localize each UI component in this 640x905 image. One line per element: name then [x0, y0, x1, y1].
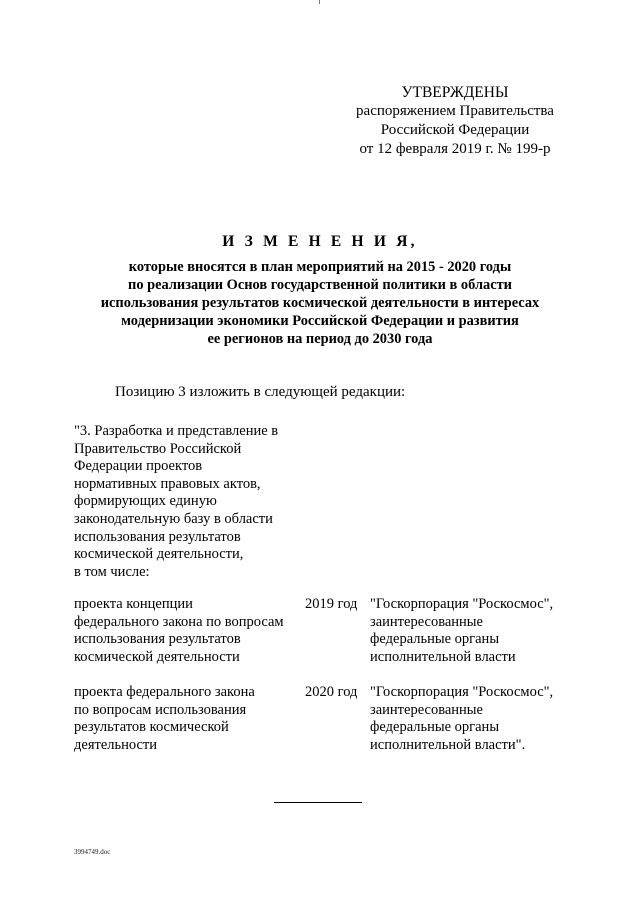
row-1-executors: [370, 596, 553, 666]
row-2-executors: [370, 684, 553, 754]
row-exec-line: исполнительной власти: [370, 648, 516, 665]
row-exec-line: федеральные органы: [370, 719, 500, 736]
intro-paragraph: Позицию 3 изложить в следующей редакции:: [115, 384, 406, 400]
row-1-deadline: 2019 год: [305, 596, 358, 612]
title-subtitle-line: использования результатов космической деятельности в интересах: [100, 295, 540, 311]
approval-block: [340, 83, 570, 159]
title-subtitle-line: которые вносятся в план мероприятий на 2015 - 2020 годы: [128, 259, 512, 275]
row-desc-line: результатов космической: [74, 719, 229, 736]
row-2-deadline: 2020 год: [305, 684, 358, 700]
title-subtitle-line: модернизации экономики Российской Федерации и развития: [121, 313, 519, 329]
row-exec-line: федеральные органы: [370, 631, 500, 648]
position-line: использования результатов: [74, 528, 241, 545]
position-line: "3. Разработка и представление в: [74, 423, 279, 439]
row-desc-line: по вопросам использования: [74, 701, 247, 718]
title-subtitle: [95, 258, 545, 348]
row-desc-line: деятельности: [74, 736, 158, 753]
end-separator-line: [274, 802, 362, 803]
document-title: [95, 232, 545, 348]
title-subtitle-line: ее регионов на период до 2030 года: [207, 331, 433, 347]
position-line: в том числе:: [74, 563, 150, 580]
row-desc-line: проекта концепции: [74, 596, 193, 612]
row-2-description: [74, 684, 255, 754]
approval-line: распоряжением Правительства: [356, 103, 554, 119]
position-line: Правительство Российской: [74, 440, 242, 457]
position-line: формирующих единую: [74, 493, 217, 510]
row-desc-line: космической деятельности: [74, 648, 240, 665]
row-exec-line: "Госкорпорация "Роскосмос",: [370, 596, 554, 612]
row-exec-line: заинтересованные: [370, 701, 483, 718]
page-top-mark: [319, 0, 320, 4]
row-1-description: [74, 596, 284, 666]
row-desc-line: использования результатов: [74, 631, 241, 648]
position-line: космической деятельности,: [74, 546, 244, 563]
row-desc-line: федерального закона по вопросам: [74, 613, 284, 630]
title-subtitle-line: по реализации Основ государственной политики в области: [128, 277, 512, 293]
row-exec-line: "Госкорпорация "Роскосмос",: [370, 684, 554, 700]
position-line: законодательную базу в области: [74, 510, 273, 527]
title-heading: И З М Е Н Е Н И Я,: [222, 233, 418, 250]
approval-heading: УТВЕРЖДЕНЫ: [401, 84, 509, 101]
position-line: нормативных правовых актов,: [74, 475, 261, 492]
row-exec-line: исполнительной власти".: [370, 736, 526, 753]
row-exec-line: заинтересованные: [370, 613, 483, 630]
position-3-text: [74, 423, 278, 581]
position-line: Федерации проектов: [74, 458, 203, 475]
approval-date-number: от 12 февраля 2019 г. № 199-р: [359, 141, 551, 157]
approval-line: Российской Федерации: [380, 122, 530, 138]
row-desc-line: проекта федерального закона: [74, 684, 255, 700]
document-code: 3994749.doc: [74, 848, 111, 856]
